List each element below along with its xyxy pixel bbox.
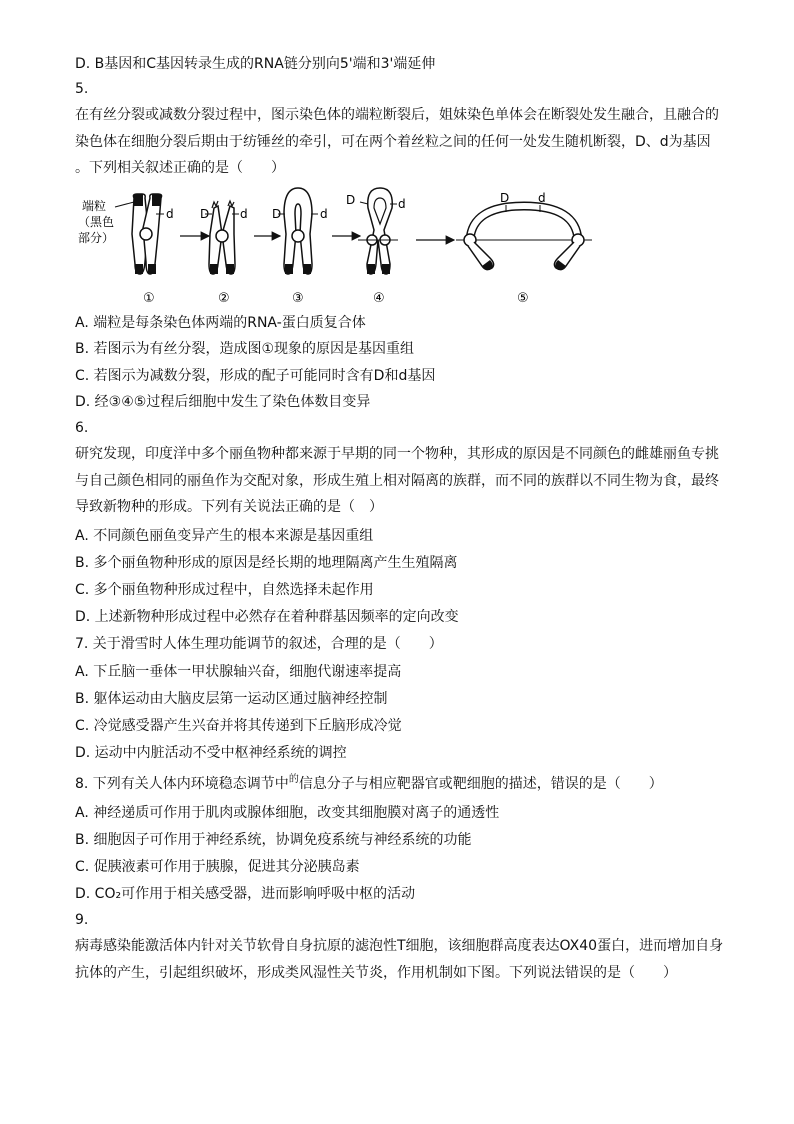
q7-option-d: D. 运动中内脏活动不受中枢神经系统的调控 — [75, 745, 347, 761]
gene-d-2: d — [240, 207, 248, 221]
chromosome-1 — [132, 194, 164, 274]
q5-option-a: A. 端粒是每条染色体两端的RNA-蛋白质复合体 — [75, 315, 366, 331]
q6-option-d: D. 上述新物种形成过程中必然存在着种群基因频率的定向改变 — [75, 609, 459, 625]
q9-stem-line-2: 抗体的产生，引起组织破坏，形成类风湿性关节炎，作用机制如下图。下列说法错误的是（ ） — [75, 965, 677, 981]
gene-d-4: d — [398, 197, 406, 211]
chromosome-3 — [272, 188, 318, 274]
q7-option-c: C. 冷觉感受器产生兴奋并将其传递到下丘脑形成冷觉 — [75, 718, 402, 734]
chromosome-2 — [200, 201, 239, 274]
gene-d-5: d — [538, 191, 546, 205]
q8-option-b: B. 细胞因子可作用于神经系统，协调免疫系统与神经系统的功能 — [75, 832, 472, 848]
q8-stem — [75, 775, 663, 795]
gene-D-2: D — [200, 207, 210, 221]
q5-stem-line-3: 。下列相关叙述正确的是（ ） — [75, 160, 285, 176]
q8-stem-part-a: 8. 下列有关人体内环境稳态调节中 — [75, 776, 289, 792]
telomere-label-1: 端粒 — [82, 199, 107, 213]
q5-option-b: B. 若图示为有丝分裂，造成图①现象的原因是基因重组 — [75, 341, 415, 357]
q6-number: 6. — [75, 420, 89, 436]
q7-option-a: A. 下丘脑一垂体一甲状腺轴兴奋，细胞代谢速率提高 — [75, 664, 402, 680]
telomere-label-2: （黑色 — [78, 215, 115, 229]
q8-stem-small: 的 — [288, 774, 299, 785]
q6-option-b: B. 多个丽鱼物种形成的原因是经长期的地理隔离产生生殖隔离 — [75, 555, 458, 571]
q9-stem-line-1: 病毒感染能激活体内针对关节软骨自身抗原的滤泡性T细胞，该细胞群高度表达OX40蛋白，进而增加自身 — [75, 938, 724, 954]
q5-number: 5. — [75, 81, 89, 97]
q6-stem-line-2: 与自己颜色相同的丽鱼作为交配对象，形成生殖上相对隔离的族群，而不同的族群以不同生物为食，最终 — [75, 473, 719, 489]
telomere-pointer — [115, 202, 134, 207]
gene-d-1: d — [166, 207, 174, 221]
q6-option-a: A. 不同颜色丽鱼变异产生的根本来源是基因重组 — [75, 528, 374, 544]
chromosome-figure — [72, 184, 612, 308]
q5-option-c: C. 若图示为减数分裂，形成的配子可能同时含有D和d基因 — [75, 368, 436, 384]
q7-stem: 7. 关于滑雪时人体生理功能调节的叙述，合理的是（ ） — [75, 636, 443, 652]
q7-option-b: B. 躯体运动由大脑皮层第一运动区通过脑神经控制 — [75, 691, 388, 707]
q5-stem-line-1: 在有丝分裂或减数分裂过程中，图示染色体的端粒断裂后，姐妹染色单体会在断裂处发生融合，且融合的 — [75, 107, 719, 123]
gene-d-3: d — [320, 207, 328, 221]
q6-stem-line-3: 导致新物种的形成。下列有关说法正确的是（ ） — [75, 499, 383, 515]
step-1: ① — [143, 291, 155, 306]
step-4: ④ — [373, 291, 385, 306]
step-3: ③ — [292, 291, 304, 306]
step-2: ② — [218, 291, 230, 306]
q4-option-d: D. B基因和C基因转录生成的RNA链分别向5'端和3'端延伸 — [75, 56, 436, 72]
q8-stem-part-b: 信息分子与相应靶器官或靶细胞的描述，错误的是（ ） — [298, 776, 663, 792]
step-5: ⑤ — [517, 291, 529, 306]
q5-stem-line-2: 染色体在细胞分裂后期由于纺锤丝的牵引，可在两个着丝粒之间的任何一处发生随机断裂，D、d为基因 — [75, 134, 711, 150]
gene-D-5: D — [500, 191, 510, 205]
chromosome-4 — [346, 188, 398, 274]
q6-stem-line-1: 研究发现，印度洋中多个丽鱼物种都来源于早期的同一个物种，其形成的原因是不同颜色的雌雄丽鱼专挑 — [75, 446, 719, 462]
q5-option-d: D. 经③④⑤过程后细胞中发生了染色体数目变异 — [75, 394, 371, 410]
q9-number: 9. — [75, 912, 89, 928]
gene-D-3: D — [272, 207, 282, 221]
q8-option-c: C. 促胰液素可作用于胰腺，促进其分泌胰岛素 — [75, 859, 360, 875]
chromosome-5 — [456, 205, 592, 270]
q6-option-c: C. 多个丽鱼物种形成过程中，自然选择未起作用 — [75, 582, 374, 598]
gene-D-4: D — [346, 193, 356, 207]
telomere-label-3: 部分） — [78, 231, 115, 245]
q8-option-a: A. 神经递质可作用于肌肉或腺体细胞，改变其细胞膜对离子的通透性 — [75, 805, 500, 821]
q8-option-d: D. CO₂可作用于相关感受器，进而影响呼吸中枢的活动 — [75, 886, 416, 902]
